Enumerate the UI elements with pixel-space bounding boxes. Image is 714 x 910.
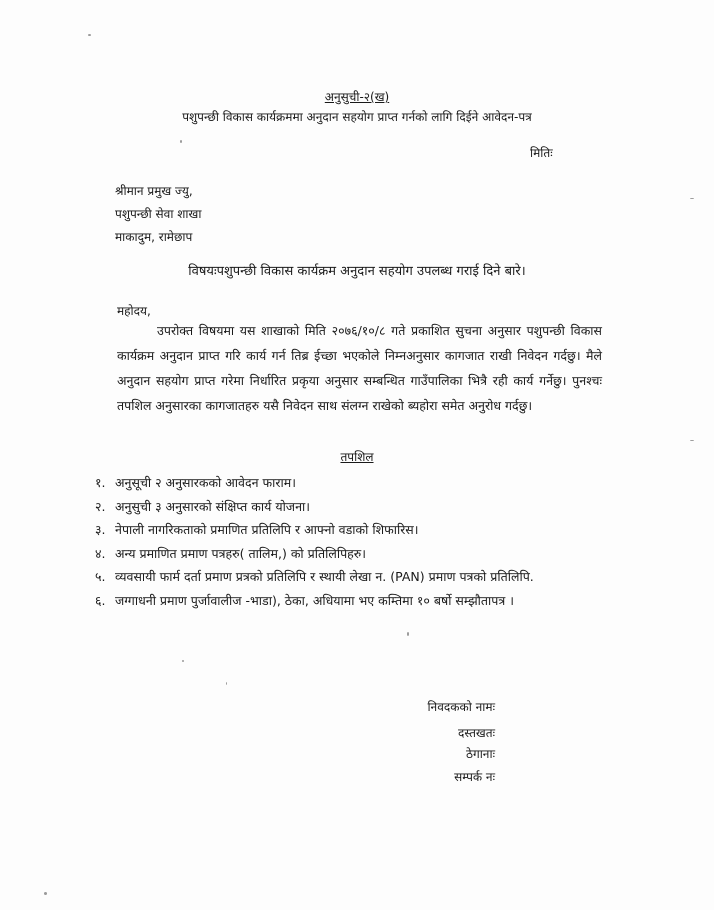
list-item-text: व्यवसायी फार्म दर्ता प्रमाण प्रत्रको प्रतिलिपि र स्थायी लेखा न. (PAN) प्रमाण पत्रको प्रतिलिपि. bbox=[115, 569, 534, 584]
list-item bbox=[95, 568, 534, 592]
list-item-text: अन्य प्रमाणित प्रमाण पत्रहरु( तालिम,) को प्रतिलिपिहरु। bbox=[115, 545, 367, 561]
contact-label: सम्पर्क नः bbox=[454, 770, 495, 784]
document-subtitle: पशुपन्छी विकास कार्यक्रममा अनुदान सहयोग प्राप्त गर्नको लागि दिईने आवेदन-पत्र bbox=[182, 110, 532, 124]
list-item bbox=[95, 592, 534, 616]
address-line-3: माकादुम, रामेछाप bbox=[115, 230, 193, 244]
scan-speck bbox=[690, 198, 694, 199]
signature-label: दस्तखतः bbox=[458, 726, 495, 740]
applicant-name-label: निवदकको नामः bbox=[427, 700, 495, 714]
scan-speck bbox=[180, 140, 182, 143]
list-item-number: २. bbox=[95, 498, 106, 514]
list-item-text: अनुसूची २ अनुसारकको आवेदन फाराम। bbox=[115, 475, 296, 490]
list-item-text: नेपाली नागरिकताको प्रमाणित प्रतिलिपि र आफ्नो वडाको शिफारिस। bbox=[115, 522, 419, 537]
list-item bbox=[95, 545, 534, 569]
date-label: मितिः bbox=[530, 146, 553, 160]
list-item bbox=[95, 474, 534, 498]
list-item bbox=[95, 498, 534, 522]
address-line-1: श्रीमान प्रमुख ज्यु, bbox=[115, 184, 193, 198]
scan-speck bbox=[182, 660, 184, 662]
scan-speck bbox=[226, 682, 227, 685]
list-item-number: ५. bbox=[95, 569, 106, 584]
list-item-text: अनुसुची ३ अनुसारको संक्षिप्त कार्य योजना। bbox=[115, 498, 310, 514]
list-item-number: ३. bbox=[95, 522, 106, 537]
list-item-number: ४. bbox=[95, 545, 106, 561]
scan-speck bbox=[88, 34, 91, 36]
list-item-number: ६. bbox=[95, 592, 106, 608]
scan-speck bbox=[690, 440, 694, 441]
salutation: महोदय, bbox=[117, 304, 151, 318]
list-item-number: १. bbox=[95, 475, 106, 490]
address-line-2: पशुपन्छी सेवा शाखा bbox=[115, 207, 202, 221]
attachment-list bbox=[95, 474, 534, 615]
list-item-text: जग्गाधनी प्रमाण पुर्जावालीज -भाडा), ठेका, अधियामा भए कम्तिमा १० बर्षो सम्झौतापत्र । bbox=[115, 592, 514, 608]
address-label: ठेगानाः bbox=[465, 747, 495, 761]
annex-title: अनुसुची-२(ख) bbox=[324, 90, 390, 104]
list-item bbox=[95, 521, 534, 545]
scan-speck bbox=[407, 632, 409, 636]
list-heading: तपशिल bbox=[340, 450, 374, 464]
scan-speck bbox=[44, 892, 47, 895]
body-paragraph: उपरोक्त विषयमा यस शाखाको मिति २०७६/१०/८ गते प्रकाशित सुचना अनुसार पशुपन्छी विकास कार्यक्रम अनुदान प्राप्त गरि कार्य गर्न तिब्र ईच्छा भएकोले निम्नअनुसार कागजात राखी निवेदन गर्दछु। मैले अनुदान सहयोग प्राप्त गरेमा निर्धारित प्रकृया अनुसार सम्बन्धित गाउँपालिका भित्रै रही कार्य गर्नेछु। पुनश्चः तपशिल अनुसारका कागजातहरु यसै निवेदन साथ संलग्न राखेको ब्यहोरा समेत अनुरोध गर्दछु। bbox=[117, 323, 602, 413]
subject-line: विषयःपशुपन्छी विकास कार्यक्रम अनुदान सहयोग उपलब्ध गराई दिने बारे। bbox=[188, 264, 526, 279]
